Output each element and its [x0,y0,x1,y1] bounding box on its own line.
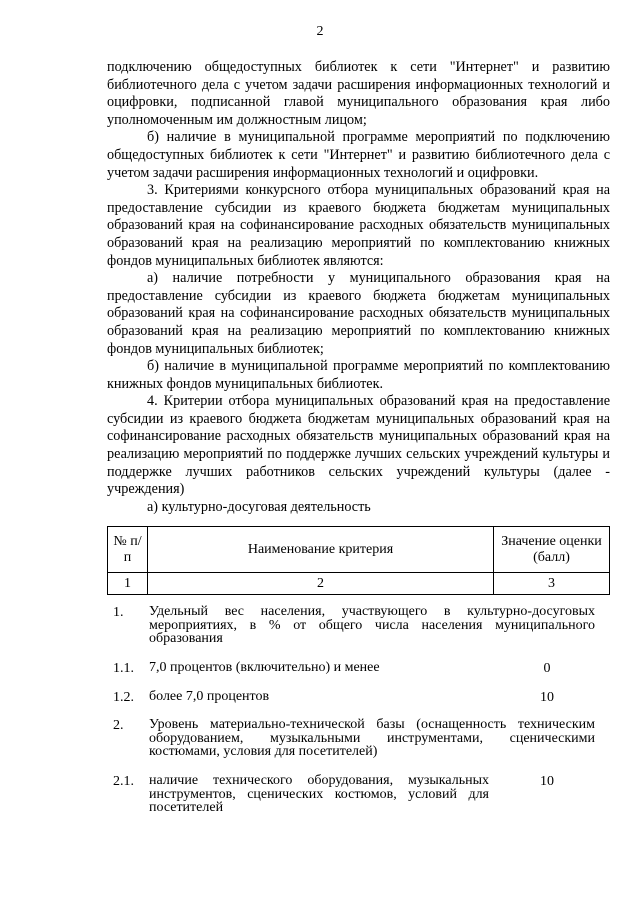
header-num: № п/п [108,527,148,573]
paragraph-3a: а) наличие потребности у муниципального образования края на предоставление субсидии из краевого бюджета бюджетам муниципальных образований края на софинансирование расходных обязательств муниципальных образований края на реализацию мероприятий по комплектованию книжных фондов муниципальных библиотек; [107,270,610,357]
row-text: Удельный вес населения, участвующего в культурно-досуговых мероприятиях, в % от общего числа населения муниципального образования [149,604,595,646]
row-value: 10 [540,774,554,789]
index-cell-1: 1 [108,573,148,595]
paragraph-continuation: подключению общедоступных библиотек к сети "Интернет" и развитию библиотечного дела с учетом задачи расширения информационных технологий и оцифровки, подписанной главой муниципального образования края либо уполномоченным им должностным лицом; [107,59,610,128]
row-value: 10 [540,690,554,705]
row-number: 2. [113,718,124,733]
row-text: Уровень материально-технической базы (оснащенность техническим оборудованием, музыкальными инструментами, сценическими костюмами, условия для посетителей) [149,717,595,759]
table-index-row [108,573,610,595]
row-value: 0 [543,661,551,676]
row-number: 1.1. [113,661,134,676]
document-body [107,59,610,516]
paragraph-item-b-internet: б) наличие в муниципальной программе мероприятий по подключению общедоступных библиотек к сети "Интернет" и развитию библиотечного дела с учетом задачи расширения информационных технологий и оцифровки. [107,129,610,181]
row-text: 7,0 процентов (включительно) и менее [149,660,380,675]
row-text: наличие технического оборудования, музыкальных инструментов, сценических костюмов, условий для посетителей [149,773,489,815]
criteria-table [107,526,610,595]
row-number: 1.2. [113,690,134,705]
paragraph-4a: а) культурно-досуговая деятельность [147,498,371,515]
row-text: более 7,0 процентов [149,689,270,704]
page-number: 2 [316,24,324,39]
paragraph-4-criteria: 4. Критерии отбора муниципальных образований края на предоставление субсидии из краевого бюджета бюджетам муниципальных образований края на софинансирование расходных обязательств муниципальных образований края на реализацию мероприятий по поддержке лучших сельских учреждений культуры и поддержке лучших работников сельских учреждений культуры (далее - учреждения) [107,393,610,498]
header-score: Значение оценки (балл) [494,527,610,573]
table-header-row [108,527,610,573]
index-cell-3: 3 [494,573,610,595]
paragraph-3b: б) наличие в муниципальной программе мероприятий по комплектованию книжных фондов муниципальных библиотек. [107,358,610,392]
paragraph-3-criteria: 3. Критериями конкурсного отбора муниципальных образований края на предоставление субсидии из краевого бюджета бюджетам муниципальных образований края на софинансирование расходных обязательств муниципальных образований края на реализацию мероприятий по комплектованию книжных фондов муниципальных библиотек являются: [107,182,610,269]
header-criterion-name: Наименование критерия [148,527,494,573]
index-cell-2: 2 [148,573,494,595]
row-number: 2.1. [113,774,134,789]
row-number: 1. [113,605,124,620]
